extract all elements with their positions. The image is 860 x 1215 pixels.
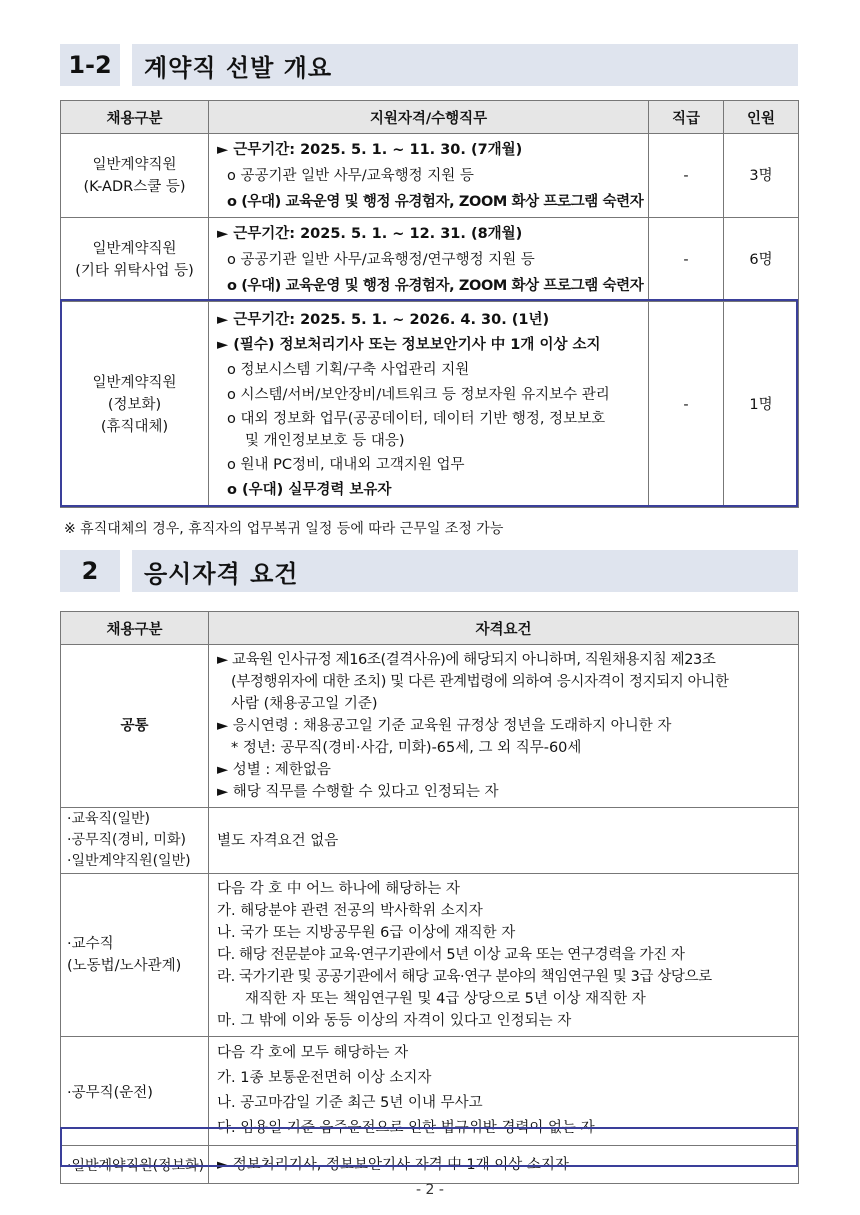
table-row — [61, 218, 799, 302]
row-count: 6명 — [724, 218, 799, 302]
section-2-header — [60, 550, 798, 592]
table-row — [61, 808, 799, 874]
qualification-table — [60, 611, 799, 1184]
header-requirements: 자격요건 — [209, 612, 799, 645]
section-1-header — [60, 44, 798, 86]
row-category: ·교육직(일반) ·공무직(경비, 미화) ·일반계약직원(일반) — [61, 808, 209, 874]
table-row — [61, 134, 799, 218]
row-category: 공통 — [61, 645, 209, 808]
header-grade: 직급 — [649, 101, 724, 134]
table-row — [61, 874, 799, 1037]
row-category: 일반계약직원 (정보화) (휴직대체) — [61, 302, 209, 508]
row-category: 일반계약직원 (K-ADR스쿨 등) — [61, 134, 209, 218]
row-requirements: 다음 각 호 中 어느 하나에 해당하는 자 가. 해당분야 관련 전공의 박사학위 소지자 나. 국가 또는 지방공무원 6급 이상에 재직한 자 다. 해당 전문분야 교육·연구기관에서 5년 이상 교육 또는 연구경력을 가진 자 라. 국가기관 및 공공기관에서 해당 교육·연구 분야의 책임연구원 및 3급 상당으로 재직한 자 또는 책임연구원 및 4급 상당으로 5년 이상 재직한 자 마. 그 밖에 이와 동등 이상의 자격이 있다고 인정되는 자 — [209, 874, 799, 1037]
row-grade: - — [649, 302, 724, 508]
section-2-title: 응시자격 요건 — [132, 550, 798, 592]
table-row — [61, 302, 799, 508]
table-row — [61, 645, 799, 808]
row-duties: ► 근무기간: 2025. 5. 1. ~ 12. 31. (8개월) o 공공기관 일반 사무/교육행정/연구행정 지원 등 o (우대) 교육운영 및 행정 유경험자, ZOOM 화상 프로그램 숙련자 — [209, 218, 649, 302]
section-2-number: 2 — [60, 550, 120, 592]
row-grade: - — [649, 218, 724, 302]
section-1-title: 계약직 선발 개요 — [132, 44, 798, 86]
row-category: 일반계약직원 (기타 위탁사업 등) — [61, 218, 209, 302]
header-duties: 지원자격/수행직무 — [209, 101, 649, 134]
row-duties: ► 근무기간: 2025. 5. 1. ~ 11. 30. (7개월) o 공공기관 일반 사무/교육행정 지원 등 o (우대) 교육운영 및 행정 유경험자, ZOOM 화상 프로그램 숙련자 — [209, 134, 649, 218]
row-grade: - — [649, 134, 724, 218]
note-text: ※ 휴직대체의 경우, 휴직자의 업무복귀 일정 등에 따라 근무일 조정 가능 — [64, 521, 504, 537]
row-requirements: ► 정보처리기사, 정보보안기사 자격 中 1개 이상 소지자 — [209, 1146, 799, 1184]
header-category: 채용구분 — [61, 101, 209, 134]
page-number: - 2 - — [416, 1182, 444, 1198]
table-row — [61, 1146, 799, 1184]
row-category: ·일반계약직원(정보화) — [61, 1146, 209, 1184]
row-duties: ► 근무기간: 2025. 5. 1. ~ 2026. 4. 30. (1년) ► (필수) 정보처리기사 또는 정보보안기사 中 1개 이상 소지 o 정보시스템 기획/구축 사업관리 지원 o 시스템/서버/보안장비/네트워크 등 정보자원 유지보수 관리 o 대외 정보화 업무(공공데이터, 데이터 기반 행정, 정보보호 및 개인정보보호 등 대응) o 원내 PC정비, 대내외 고객지원 업무 o (우대) 실무경력 보유자 — [209, 302, 649, 508]
table-row — [61, 1037, 799, 1146]
row-count: 1명 — [724, 302, 799, 508]
row-requirements: 다음 각 호에 모두 해당하는 자 가. 1종 보통운전면허 이상 소지자 나. 공고마감일 기준 최근 5년 이내 무사고 다. 임용일 기준 음주운전으로 인한 법규위반 경력이 없는 자 — [209, 1037, 799, 1146]
header-category: 채용구분 — [61, 612, 209, 645]
row-requirements: 별도 자격요건 없음 — [209, 808, 799, 874]
section-1-number: 1-2 — [60, 44, 120, 86]
row-requirements: ► 교육원 인사규정 제16조(결격사유)에 해당되지 아니하며, 직원채용지침 제23조 (부정행위자에 대한 조치) 및 다른 관계법령에 의하여 응시자격이 정지되지 아니한 사람 (채용공고일 기준) ► 응시연령 : 채용공고일 기준 교육원 규정상 정년을 도래하지 아니한 자 * 정년: 공무직(경비·사감, 미화)-65세, 그 외 직무-60세 ► 성별 : 제한없음 ► 해당 직무를 수행할 수 있다고 인정되는 자 — [209, 645, 799, 808]
row-category: ·교수직 (노동법/노사관계) — [61, 874, 209, 1037]
row-count: 3명 — [724, 134, 799, 218]
row-category: ·공무직(운전) — [61, 1037, 209, 1146]
contract-overview-table — [60, 100, 799, 508]
header-count: 인원 — [724, 101, 799, 134]
